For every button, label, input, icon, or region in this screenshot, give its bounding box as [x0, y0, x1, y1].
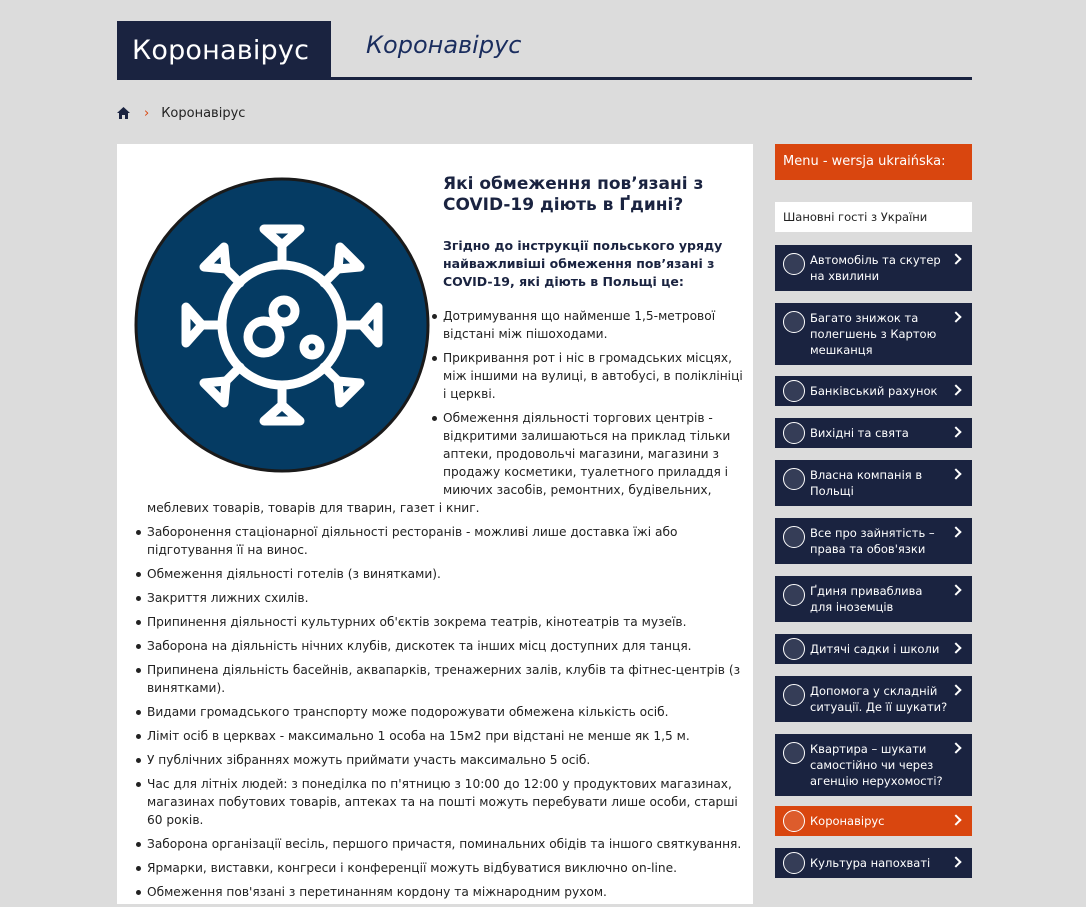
school-icon	[783, 638, 805, 660]
chevron-right-icon	[950, 856, 961, 867]
list-item: Час для літніх людей: з понеділка по п'ятницю з 10:00 до 12:00 у продуктових магазинах, магазинах побутових товарів, аптеках та на пошті можуть перебувати лише особи, старші 60 років.	[147, 775, 743, 829]
list-item: Дотримування що найменше 1,5-метрової відстані між пішоходами.	[443, 307, 743, 343]
article-lead: Згідно до інструкції польського уряду найважливіші обмеження пов’язані з COVID-19, які діють в Польщі це:	[443, 238, 723, 289]
chevron-right-icon	[950, 384, 961, 395]
article-title: Які обмеження пов’язані з COVID-19 діють в Ґдині?	[443, 174, 704, 215]
sidebar-item-label: Вихідні та свята	[810, 426, 909, 440]
sidebar-item-3[interactable]	[775, 376, 972, 406]
list-item: Заборона організації весіль, першого причастя, поминальних обідів та іншого святкування.	[147, 837, 742, 851]
breadcrumb-separator: ›	[144, 105, 150, 121]
list-item: У публічних зібраннях можуть приймати участь максимально 5 осіб.	[147, 751, 743, 769]
chevron-right-icon	[950, 684, 961, 695]
sidebar-item-11[interactable]	[775, 806, 972, 836]
page-subtitle: Коронавірус	[366, 31, 522, 59]
sidebar-item-12[interactable]	[775, 848, 972, 878]
list-item: Обмеження діяльності готелів (з винятками).	[147, 565, 743, 583]
sidebar-item-label: Багато знижок та полегшень з Картою мешканця	[810, 311, 937, 357]
chevron-right-icon	[950, 253, 961, 264]
list-item: Ярмарки, виставки, конгреси і конференції можуть відбуватися виключно on-line.	[147, 859, 743, 877]
list-item-continuation: меблевих товарів, товарів для тварин, газет і книг.	[147, 501, 480, 515]
chevron-right-icon	[950, 311, 961, 322]
sidebar-item-label: Ґдиня приваблива для іноземців	[810, 584, 923, 614]
sidebar-item-8[interactable]	[775, 634, 972, 664]
sidebar-item-9[interactable]	[775, 676, 972, 722]
list-item: Обмеження пов'язані з перетинанням кордону та міжнародним рухом.	[147, 883, 743, 901]
virus-icon	[783, 810, 805, 832]
page-title: Коронавірус	[117, 21, 331, 80]
page-header	[117, 21, 972, 80]
home-icon[interactable]	[117, 107, 130, 119]
location-icon	[783, 584, 805, 606]
sidebar-item-label: Допомога у складній ситуації. Де її шукати?	[810, 684, 948, 714]
list-item: Прикривання рот і ніс в громадських місцях, між іншими на вулиці, в автобусі, в поліклініці і церкві.	[443, 351, 743, 401]
list-item: Обмеження діяльності торгових центрів - відкритими залишаються на приклад тільки аптеки, продовольчі магазини, магазини з продажу косметики, туалетного приладдя і миючих засобів, ремонтних, будівельних,	[443, 409, 743, 499]
list-item: Заборона на діяльність нічних клубів, дискотек та інших місц доступних для танця.	[147, 637, 743, 655]
sidebar-item-label: Культура напохваті	[810, 856, 931, 870]
list-item: Припинення діяльності культурних об'єктів зокрема театрів, кінотеатрів та музеїв.	[147, 613, 743, 631]
sidebar-item-label: Дитячі садки і школи	[810, 642, 940, 656]
house-icon	[783, 742, 805, 764]
chevron-right-icon	[950, 426, 961, 437]
sidebar-item-1[interactable]	[775, 245, 972, 291]
list-item: Припинена діяльність басейнів, аквапарків, тренажерних залів, клубів та фітнес-центрів (з винятками).	[147, 661, 743, 697]
list-item: Заборонення стаціонарної діяльності ресторанів - можливі лише доставка їжі або підготування її на винос.	[147, 523, 743, 559]
list-item: Закриття лижних схилів.	[147, 589, 743, 607]
sidebar-item-10[interactable]	[775, 734, 972, 796]
sidebar-header: Menu - wersja ukraińska:	[775, 144, 972, 180]
building-icon	[783, 468, 805, 490]
sidebar-welcome-link[interactable]: Шановні гості з України	[775, 202, 972, 232]
car-icon	[783, 253, 805, 275]
sidebar-item-label: Коронавірус	[810, 814, 885, 828]
worker-icon	[783, 526, 805, 548]
chevron-right-icon	[950, 468, 961, 479]
restrictions-list	[147, 307, 743, 907]
sidebar-item-7[interactable]	[775, 576, 972, 622]
breadcrumb-current[interactable]: Коронавірус	[161, 105, 246, 121]
sidebar-item-2[interactable]	[775, 303, 972, 365]
sidebar-item-label: Автомобіль та скутер на хвилини	[810, 253, 941, 283]
card-icon	[783, 311, 805, 333]
list-item: Видами громадського транспорту може подорожувати обмежена кількість осіб.	[147, 703, 743, 721]
chevron-right-icon	[950, 526, 961, 537]
calendar-icon	[783, 422, 805, 444]
sidebar-item-label: Власна компанія в Польщі	[810, 468, 923, 498]
handshake-icon	[783, 684, 805, 706]
piggy-bank-icon	[783, 380, 805, 402]
sidebar-item-4[interactable]	[775, 418, 972, 448]
chevron-right-icon	[950, 814, 961, 825]
chevron-right-icon	[950, 742, 961, 753]
theater-icon	[783, 852, 805, 874]
chevron-right-icon	[950, 584, 961, 595]
breadcrumb	[117, 104, 245, 122]
article	[117, 144, 753, 904]
chevron-right-icon	[950, 642, 961, 653]
sidebar-item-5[interactable]	[775, 460, 972, 506]
sidebar-item-6[interactable]	[775, 518, 972, 564]
sidebar-item-label: Банківський рахунок	[810, 384, 938, 398]
sidebar-item-label: Квартира – шукати самостійно чи через агенцію нерухомості?	[810, 742, 943, 788]
sidebar-item-label: Все про зайнятість – права та обов'язки	[810, 526, 935, 556]
list-item: Ліміт осіб в церквах - максимально 1 особа на 15м2 при відстані не менше як 1,5 м.	[147, 727, 743, 745]
